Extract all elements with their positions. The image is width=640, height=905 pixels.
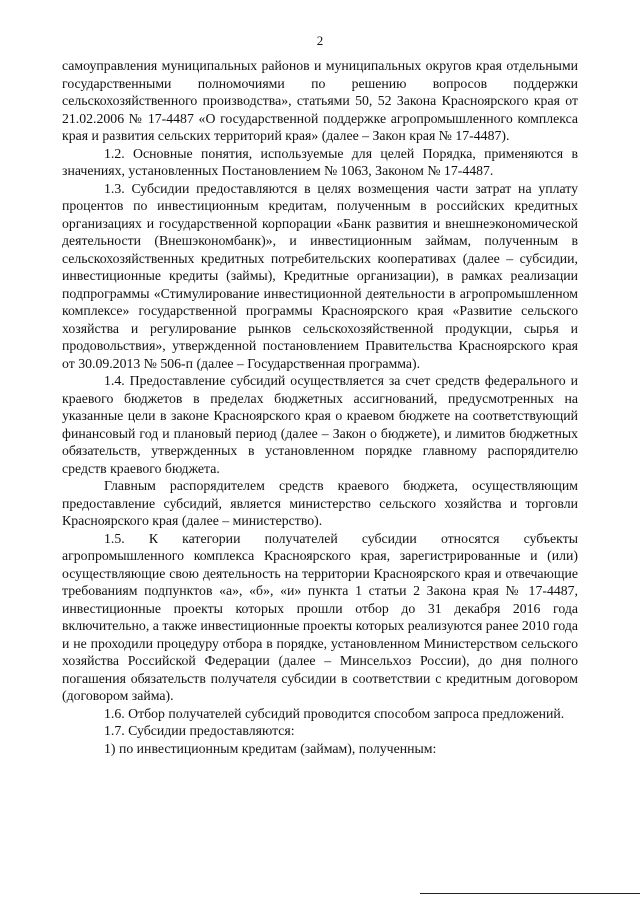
paragraph-continuation: самоуправления муниципальных районов и муниципальных округов края отдельными государственными полномочиями по решению вопросов поддержки сельскохозяйственного производства», статьями 50, 52 Закона Красноярского края от 21.02.2006 № 17-4487 «О государственной поддержке агропромышленного комплекса края и развития сельских территорий края» (далее – Закон края № 17-4487). (62, 58, 578, 143)
paragraph-budget-administrator: Главным распорядителем средств краевого бюджета, осуществляющим предоставление субсидий, является министерство сельского хозяйства и торговли Красноярского края (далее – министерство). (62, 478, 578, 528)
document-body (62, 57, 578, 757)
page-number: 2 (316, 33, 324, 48)
paragraph-1-2: 1.2. Основные понятия, используемые для целей Порядка, применяются в значениях, установленных Постановлением № 1063, Законом № 17-4487. (62, 145, 578, 178)
paragraph-1-3: 1.3. Субсидии предоставляются в целях возмещения части затрат на уплату процентов по инвестиционным кредитам, полученным в российских кредитных организациях и государственной корпорации «Банк развития и внешнеэкономической деятельности (Внешэкономбанк)», и инвестиционным займам, полученным в сельскохозяйственных кредитных потребительских кооперативах (далее – субсидии, инвестиционные кредиты (займы), Кредитные организации), в рамках реализации подпрограммы «Стимулирование инвестиционной деятельности в агропромышленном комплексе» государственной программы Красноярского края «Развитие сельского хозяйства и регулирование рынков сельскохозяйственной продукции, сырья и продовольствия», утвержденной постановлением Правительства Красноярского края от 30.09.2013 № 506-п (далее – Государственная программа). (62, 180, 578, 371)
paragraph-1-6: 1.6. Отбор получателей субсидий проводится способом запроса предложений. (104, 705, 565, 721)
paragraph-1-7-item-1: 1) по инвестиционным кредитам (займам), полученным: (104, 740, 437, 756)
footer-rule (420, 893, 640, 894)
paragraph-1-5: 1.5. К категории получателей субсидии относятся субъекты агропромышленного комплекса Красноярского края, зарегистрированные и (или) осуществляющие свою деятельность на территории Красноярского края и отвечающие требованиям подпунктов «а», «б», «и» пункта 1 статьи 2 Закона края № 17-4487, инвестиционные проекты которых прошли отбор до 31 декабря 2016 года включительно, а также инвестиционные проекты которых реализуются ранее 2010 года и не проходили процедуру отбора в порядке, установленном Министерством сельского хозяйства Российской Федерации (далее – Минсельхоз России), до дня полного погашения обязательств получателя субсидии в соответствии с кредитным договором (договором займа). (62, 530, 578, 703)
paragraph-1-4: 1.4. Предоставление субсидий осуществляется за счет средств федерального и краевого бюджетов в пределах бюджетных ассигнований, предусмотренных на указанные цели в законе Красноярского края о краевом бюджете на соответствующий финансовый год и плановый период (далее – Закон о бюджете), и лимитов бюджетных обязательств, утвержденных в установленном порядке главному распорядителю средств краевого бюджета. (62, 373, 578, 476)
paragraph-1-7: 1.7. Субсидии предоставляются: (104, 723, 295, 738)
